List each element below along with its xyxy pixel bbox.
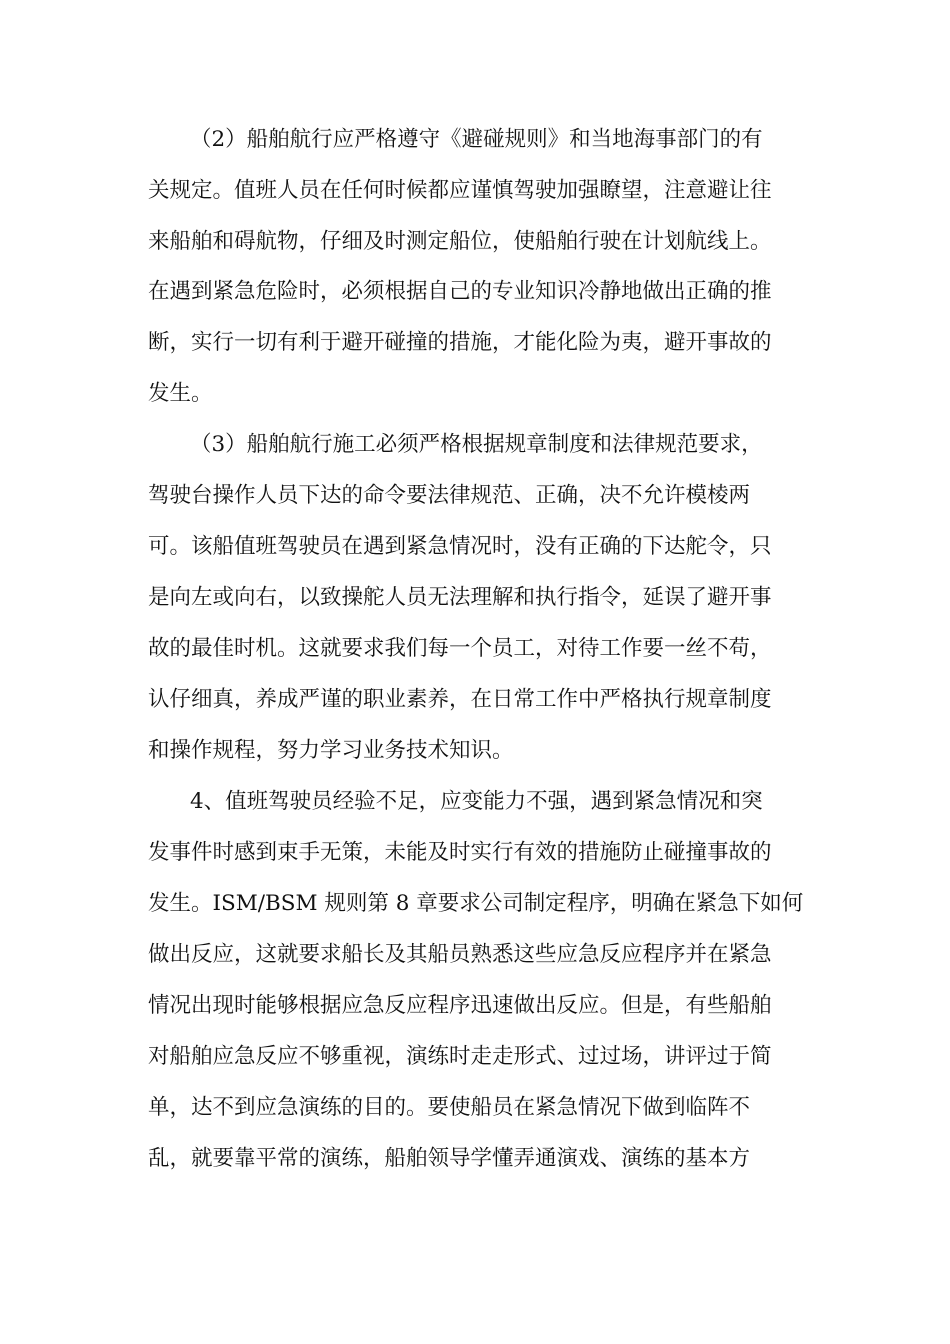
paragraph-2-line-2: 关规定。值班人员在任何时候都应谨慎驾驶加强瞭望，注意避让往	[148, 178, 772, 203]
paragraph-4-line-8: 乱，就要靠平常的演练，船舶领导学懂弄通演戏、演练的基本方	[148, 1146, 751, 1171]
paragraph-4-line-5: 情况出现时能够根据应急反应程序迅速做出反应。但是，有些船舶	[148, 993, 772, 1018]
paragraph-4-line-6: 对船舶应急反应不够重视，演练时走走形式、过过场，讲评过于简	[148, 1044, 772, 1069]
paragraph-4-line-1: 4、值班驾驶员经验不足，应变能力不强，遇到紧急情况和突	[190, 789, 763, 814]
paragraph-3-line-3: 可。该船值班驾驶员在遇到紧急情况时，没有正确的下达舵令，只	[148, 534, 772, 559]
paragraph-2-line-1: （2）船舶航行应严格遵守《避碰规则》和当地海事部门的有	[190, 127, 763, 152]
paragraph-2-line-6: 发生。	[148, 381, 213, 406]
paragraph-4-line-3: 发生。ISM/BSM 规则第 8 章要求公司制定程序，明确在紧急下如何	[148, 891, 804, 916]
paragraph-3-line-1: （3）船舶航行施工必须严格根据规章制度和法律规范要求，	[190, 432, 763, 457]
paragraph-4-line-2: 发事件时感到束手无策，未能及时实行有效的措施防止碰撞事故的	[148, 840, 772, 865]
paragraph-4-line-7: 单，达不到应急演练的目的。要使船员在紧急情况下做到临阵不	[148, 1095, 751, 1120]
paragraph-4-line-4: 做出反应，这就要求船长及其船员熟悉这些应急反应程序并在紧急	[148, 942, 772, 967]
paragraph-3-line-4: 是向左或向右，以致操舵人员无法理解和执行指令，延误了避开事	[148, 585, 772, 610]
paragraph-2-line-5: 断，实行一切有利于避开碰撞的措施，才能化险为夷，避开事故的	[148, 330, 772, 355]
paragraph-3-line-2: 驾驶台操作人员下达的命令要法律规范、正确，决不允许模棱两	[148, 483, 751, 508]
paragraph-3-line-6: 认仔细真，养成严谨的职业素养，在日常工作中严格执行规章制度	[148, 687, 772, 712]
paragraph-3-line-5: 故的最佳时机。这就要求我们每一个员工，对待工作要一丝不苟，	[148, 636, 772, 661]
paragraph-2-line-3: 来船舶和碍航物，仔细及时测定船位，使船舶行驶在计划航线上。	[148, 229, 772, 254]
paragraph-3-line-7: 和操作规程，努力学习业务技术知识。	[148, 738, 514, 763]
paragraph-2-line-4: 在遇到紧急危险时，必须根据自己的专业知识冷静地做出正确的推	[148, 279, 772, 304]
